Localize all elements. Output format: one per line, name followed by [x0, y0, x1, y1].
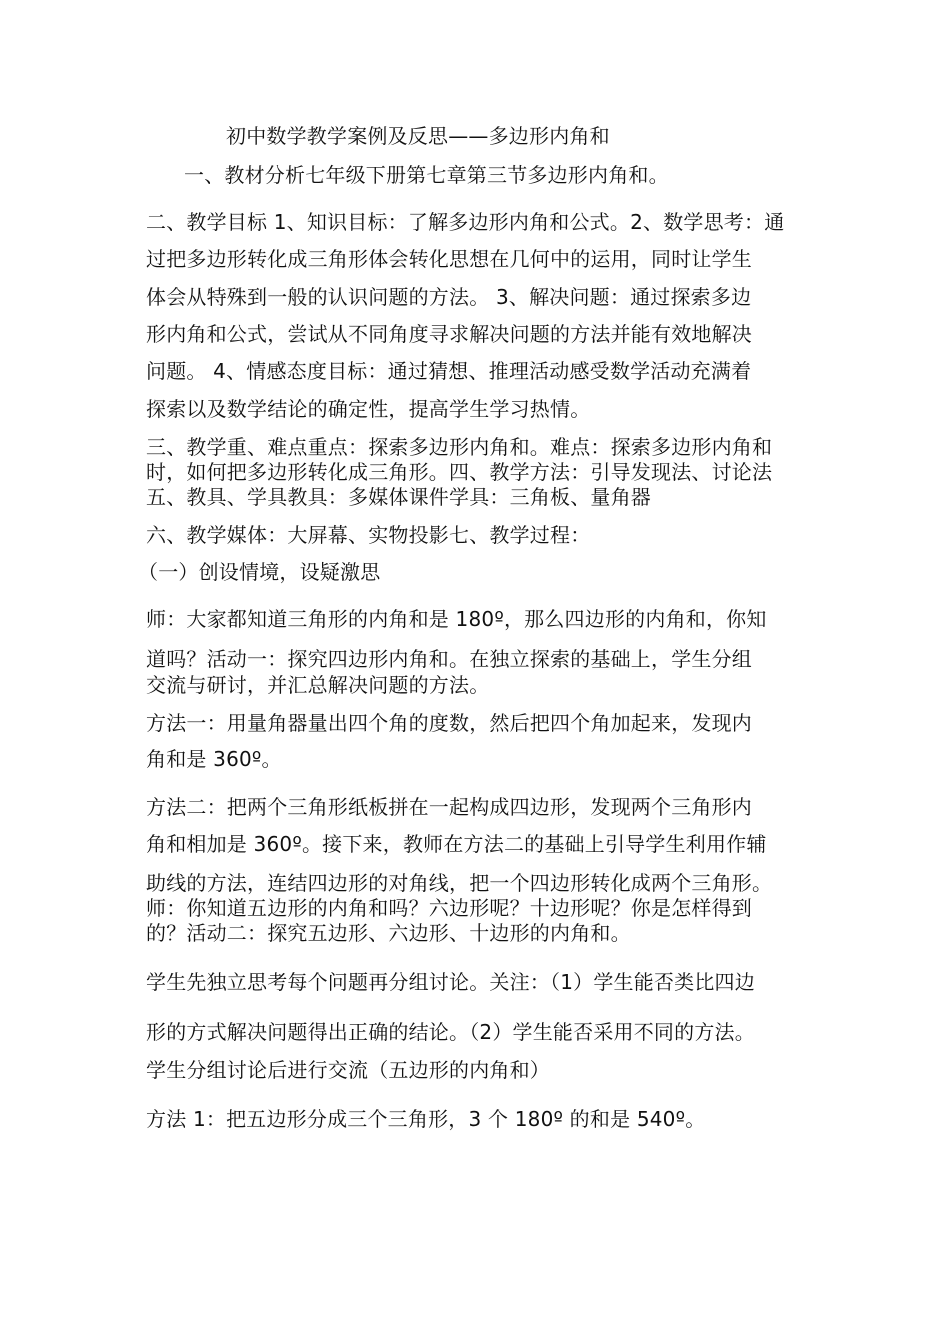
paragraph-line: 师：你知道五边形的内角和吗？六边形呢？十边形呢？你是怎样得到: [146, 896, 752, 920]
paragraph-line: 方法二：把两个三角形纸板拼在一起构成四边形，发现两个三角形内: [146, 795, 752, 819]
paragraph-line: 学生分组讨论后进行交流（五边形的内角和）: [146, 1058, 550, 1082]
paragraph-line: 二、教学目标 1、知识目标：了解多边形内角和公式。2、数学思考：通: [146, 210, 785, 234]
paragraph-line: 三、教学重、难点重点：探索多边形内角和。难点：探索多边形内角和: [146, 435, 773, 459]
paragraph-line: 体会从特殊到一般的认识问题的方法。 3、解决问题：通过探索多边: [146, 285, 752, 309]
paragraph-line: 形的方式解决问题得出正确的结论。（2）学生能否采用不同的方法。: [146, 1020, 755, 1044]
paragraph-line: 五、教具、学具教具：多媒体课件学具：三角板、量角器: [146, 485, 651, 509]
paragraph-line: 方法一：用量角器量出四个角的度数，然后把四个角加起来，发现内: [146, 711, 752, 735]
subsection-heading: （一）创设情境，设疑激思: [138, 560, 381, 584]
paragraph-line: 方法 1：把五边形分成三个三角形，3 个 180º 的和是 540º。: [146, 1107, 706, 1131]
paragraph-line: 助线的方法，连结四边形的对角线，把一个四边形转化成两个三角形。: [146, 871, 773, 895]
paragraph-line: 时，如何把多边形转化成三角形。四、教学方法：引导发现法、讨论法: [146, 460, 773, 484]
paragraph-line: 交流与研讨，并汇总解决问题的方法。: [146, 673, 490, 697]
document-title: 初中数学教学案例及反思——多边形内角和: [226, 124, 610, 148]
paragraph-line: 探索以及数学结论的确定性，提高学生学习热情。: [146, 397, 591, 421]
paragraph-line: 学生先独立思考每个问题再分组讨论。关注：（1）学生能否类比四边: [146, 970, 755, 994]
paragraph-line: 的？活动二：探究五边形、六边形、十边形的内角和。: [146, 921, 631, 945]
paragraph-line: 六、教学媒体：大屏幕、实物投影七、教学过程：: [146, 523, 591, 547]
paragraph-line: 道吗？活动一：探究四边形内角和。在独立探索的基础上，学生分组: [146, 647, 752, 671]
paragraph-line: 师：大家都知道三角形的内角和是 180º，那么四边形的内角和，你知: [146, 607, 767, 631]
paragraph-line: 角和是 360º。: [146, 747, 282, 771]
paragraph-line: 角和相加是 360º。接下来，教师在方法二的基础上引导学生利用作辅: [146, 832, 767, 856]
paragraph-line: 过把多边形转化成三角形体会转化思想在几何中的运用，同时让学生: [146, 247, 752, 271]
section-textbook-analysis: 一、教材分析七年级下册第七章第三节多边形内角和。: [184, 163, 669, 187]
paragraph-line: 问题。 4、情感态度目标：通过猜想、推理活动感受数学活动充满着: [146, 359, 752, 383]
paragraph-line: 形内角和公式，尝试从不同角度寻求解决问题的方法并能有效地解决: [146, 322, 752, 346]
